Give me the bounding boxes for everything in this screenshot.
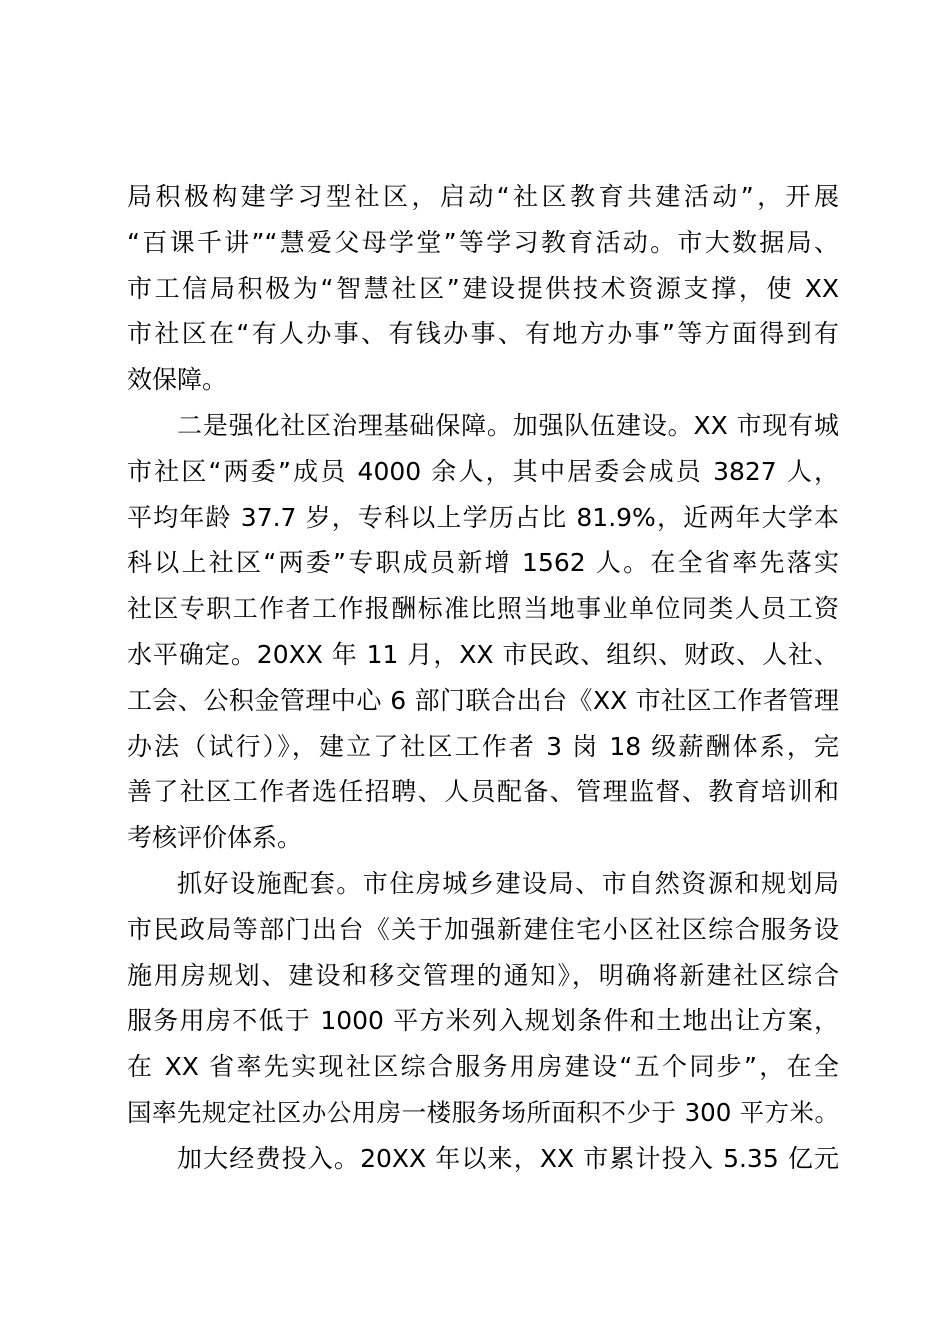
paragraph-first-line: 抓好设施配套。市住房城乡建设局、市自然资源和规划局 [177, 868, 839, 898]
text-line: 科以上社区“两委”专职成员新增 1562 人。在全省率先落实 [127, 548, 839, 578]
text-line: 市社区在“有人办事、有钱办事、有地方办事”等方面得到有 [127, 319, 839, 349]
text-line: 社区专职工作者工作报酬标准比照当地事业单位同类人员工资 [127, 594, 839, 624]
text-line: 办法（试行）》，建立了社区工作者 3 岗 18 级薪酬体系，完 [127, 731, 839, 761]
paragraph-first-line: 二是强化社区治理基础保障。加强队伍建设。XX 市现有城 [177, 410, 839, 440]
text-line: 市社区“两委”成员 4000 余人，其中居委会成员 3827 人， [127, 456, 839, 486]
paragraph-first-line: 加大经费投入。20XX 年以来，XX 市累计投入 5.35 亿元 [177, 1143, 839, 1173]
text-line: 考核评价体系。 [127, 823, 303, 853]
text-line: 施用房规划、建设和移交管理的通知》，明确将新建社区综合 [127, 960, 839, 990]
text-line: 服务用房不低于 1000 平方米列入规划条件和土地出让方案， [127, 1006, 839, 1036]
text-line: 水平确定。20XX 年 11 月，XX 市民政、组织、财政、人社、 [127, 639, 839, 669]
text-line: 国率先规定社区办公用房一楼服务场所面积不少于 300 平方米。 [127, 1097, 839, 1127]
text-line: 市民政局等部门出台《关于加强新建住宅小区社区综合服务设 [127, 914, 839, 944]
text-line: 效保障。 [127, 365, 228, 395]
document-body [127, 174, 839, 1182]
text-line: 工会、公积金管理中心 6 部门联合出台《XX 市社区工作者管理 [127, 685, 839, 715]
text-line: 在 XX 省率先实现社区综合服务用房建设“五个同步”，在全 [127, 1052, 839, 1082]
text-line: 市工信局积极为“智慧社区”建设提供技术资源支撑，使 XX [127, 273, 839, 303]
text-line: “百课千讲”“慧爱父母学堂”等学习教育活动。市大数据局、 [127, 227, 839, 257]
text-line: 局积极构建学习型社区，启动“社区教育共建活动”，开展 [127, 182, 839, 211]
text-line: 善了社区工作者选任招聘、人员配备、管理监督、教育培训和 [127, 777, 839, 807]
text-line: 平均年龄 37.7 岁，专科以上学历占比 81.9%，近两年大学本 [127, 502, 839, 532]
